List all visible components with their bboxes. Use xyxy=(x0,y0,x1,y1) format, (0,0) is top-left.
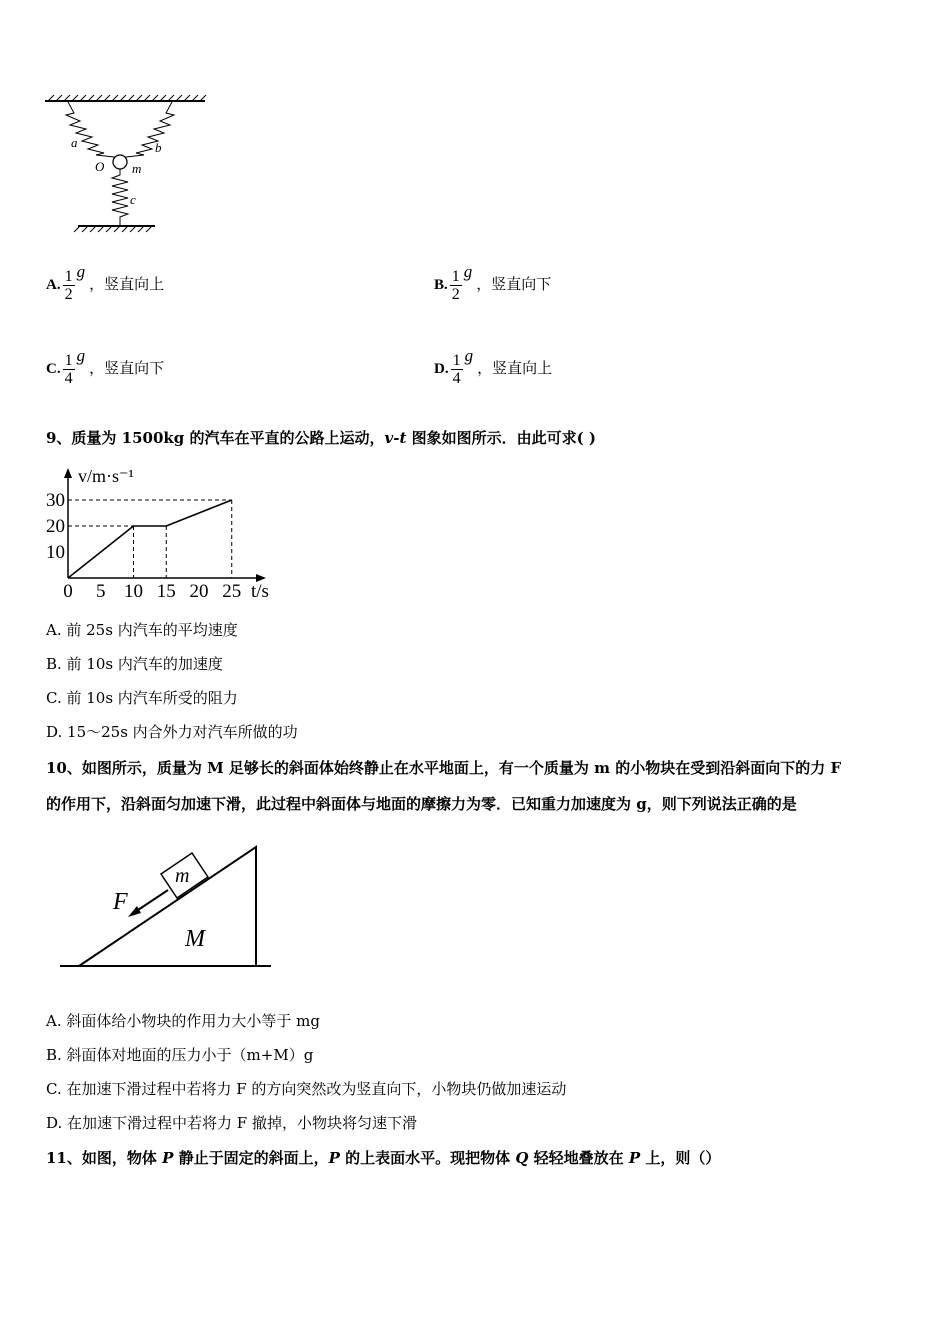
option-direction: ，竖直向上 xyxy=(89,275,165,293)
vt-chart xyxy=(40,458,290,606)
x-tick-label: 25 xyxy=(222,581,242,602)
option-letter: D. xyxy=(434,361,449,377)
x-tick-label: 0 xyxy=(63,581,73,602)
spring-label-O: O xyxy=(95,159,105,174)
option-letter: B. xyxy=(434,277,448,293)
vt-series-line xyxy=(68,500,232,578)
fraction: $\frac{1}{2}$ xyxy=(451,267,460,303)
x-tick-label: 20 xyxy=(189,581,209,602)
q9-option-a[interactable]: A. 前 25s 内汽车的平均速度 xyxy=(46,621,238,639)
q9-option-b[interactable]: B. 前 10s 内汽车的加速度 xyxy=(46,655,223,673)
vt-label: v-t xyxy=(384,429,407,447)
y-tick-label: 30 xyxy=(46,490,65,511)
fraction: $\frac{1}{2}$ xyxy=(64,267,73,303)
y-axis-label: v/m·s⁻¹ xyxy=(78,466,134,486)
variable-g: g xyxy=(463,262,473,281)
q10-option-d[interactable]: D. 在加速下滑过程中若将力 F 撤掉，小物块将匀速下滑 xyxy=(46,1114,417,1132)
x-axis-label: t/s xyxy=(251,581,269,602)
q10-stem-line1: 10、如图所示，质量为 M 足够长的斜面体始终静止在水平地面上，有一个质量为 m 的小物块在受到沿斜面向下的力 F xyxy=(46,759,842,777)
option-letter: C. xyxy=(46,361,61,377)
q9-option-c[interactable]: C. 前 10s 内汽车所受的阻力 xyxy=(46,689,238,707)
spring-figure xyxy=(40,95,210,240)
q8-option-a[interactable] xyxy=(46,262,164,303)
x-tick-label: 10 xyxy=(124,581,143,602)
mass-label-M: M xyxy=(185,926,205,952)
incline-figure xyxy=(55,840,280,975)
spring-label-c: c xyxy=(130,192,136,207)
q10-stem-line2: 的作用下，沿斜面匀加速下滑，此过程中斜面体与地面的摩擦力为零．已知重力加速度为 g，则下列说法正确的是 xyxy=(46,795,797,813)
force-label-F: F xyxy=(113,889,128,915)
y-tick-label: 10 xyxy=(46,542,65,563)
q10-option-a[interactable]: A. 斜面体给小物块的作用力大小等于 mg xyxy=(46,1012,320,1030)
spring-label-b: b xyxy=(155,140,162,155)
q8-option-c[interactable] xyxy=(46,346,164,387)
variable-g: g xyxy=(76,346,86,365)
q9-stem: 9、质量为 1500kg 的汽车在平直的公路上运动，v-t 图象如图所示．由此可求( ) xyxy=(46,429,597,447)
y-tick-label: 20 xyxy=(46,516,65,537)
fraction: $\frac{1}{4}$ xyxy=(452,351,461,387)
variable-g: g xyxy=(76,262,86,281)
option-direction: ，竖直向上 xyxy=(477,359,553,377)
variable-g: g xyxy=(464,346,474,365)
q9-option-d[interactable]: D. 15～25s 内合外力对汽车所做的功 xyxy=(46,723,298,741)
q10-option-c[interactable]: C. 在加速下滑过程中若将力 F 的方向突然改为竖直向下，小物块仍做加速运动 xyxy=(46,1080,567,1098)
q8-option-d[interactable] xyxy=(434,346,552,387)
y-axis-arrow xyxy=(64,468,72,478)
x-tick-label: 5 xyxy=(96,581,106,602)
q11-stem: 11、如图，物体 P 静止于固定的斜面上，P 的上表面水平。现把物体 Q 轻轻地叠放在 P 上，则（） xyxy=(46,1149,721,1167)
fraction: $\frac{1}{4}$ xyxy=(64,351,73,387)
option-letter: A. xyxy=(46,277,61,293)
mass-label-m: m xyxy=(175,865,190,887)
option-direction: ，竖直向下 xyxy=(476,275,552,293)
q10-option-b[interactable]: B. 斜面体对地面的压力小于（m+M）g xyxy=(46,1046,314,1064)
spring-label-a: a xyxy=(71,135,78,150)
option-direction: ，竖直向下 xyxy=(89,359,165,377)
q8-option-b[interactable] xyxy=(434,262,551,303)
x-tick-label: 15 xyxy=(156,581,176,602)
spring-label-m: m xyxy=(132,161,142,176)
